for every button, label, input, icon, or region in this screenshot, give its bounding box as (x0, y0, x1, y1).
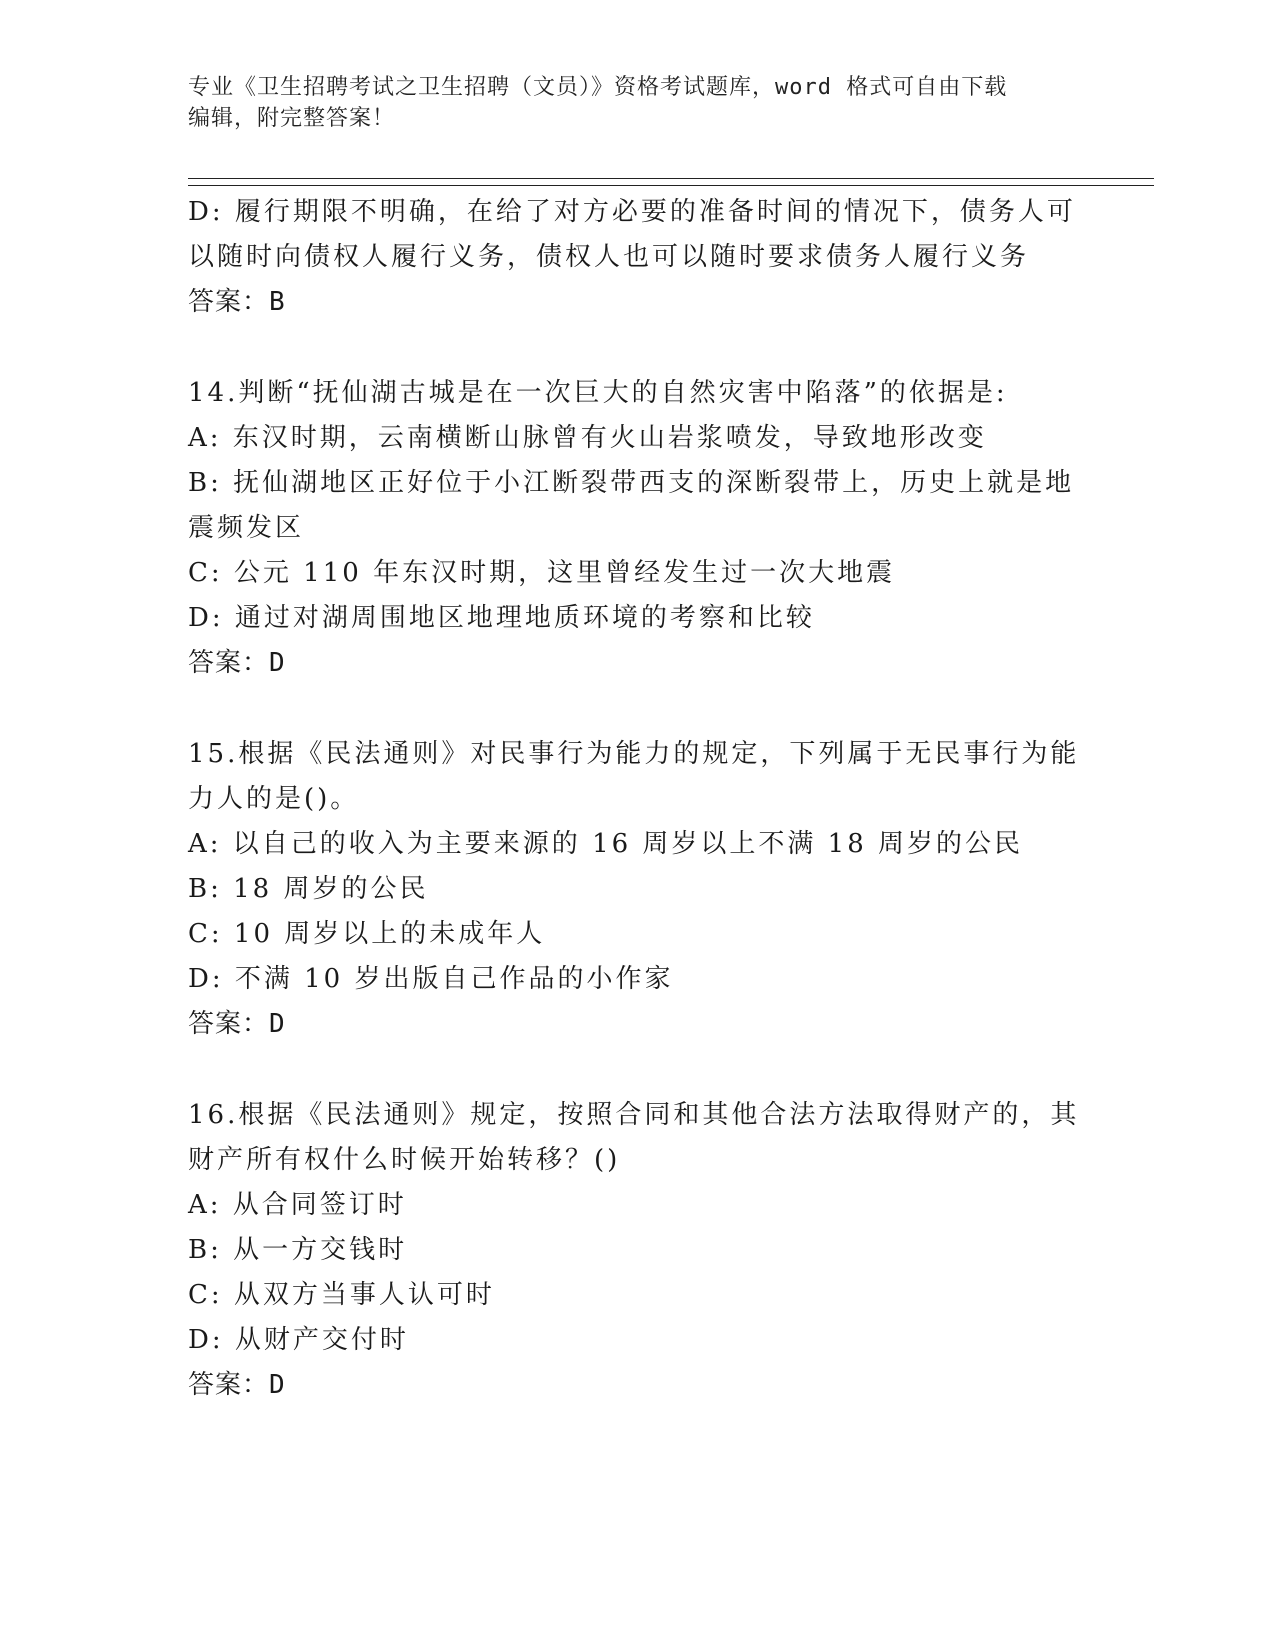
question-stem-continuation: 财产所有权什么时候开始转移？() (188, 1145, 621, 1175)
question-stem: 15.根据《民法通则》对民事行为能力的规定，下列属于无民事行为能 (188, 739, 1080, 769)
question-14 (188, 371, 1088, 686)
answer: 答案：B (188, 287, 286, 317)
option-a: A: 从合同签订时 (188, 1190, 407, 1220)
option-b: B: 从一方交钱时 (188, 1235, 408, 1265)
option-d: D: 履行期限不明确，在给了对方必要的准备时间的情况下，债务人可 (188, 197, 1076, 227)
option-a: A: 以自己的收入为主要来源的 16 周岁以上不满 18 周岁的公民 (188, 829, 1024, 859)
option-c: C: 从双方当事人认可时 (188, 1280, 495, 1310)
option-d: D: 从财产交付时 (188, 1325, 409, 1355)
option-c: C: 公元 110 年东汉时期，这里曾经发生过一次大地震 (188, 558, 896, 588)
option-a: A: 东汉时期，云南横断山脉曾有火山岩浆喷发，导致地形改变 (188, 423, 987, 453)
question-content (188, 190, 1088, 1408)
question-stem: 14.判断“抚仙湖古城是在一次巨大的自然灾害中陷落”的依据是: (188, 378, 1008, 408)
question-16 (188, 1093, 1088, 1408)
header-line-2: 编辑，附完整答案！ (188, 106, 396, 131)
page-header (188, 72, 1088, 134)
option-d: D: 通过对湖周围地区地理地质环境的考察和比较 (188, 603, 815, 633)
question-15 (188, 732, 1088, 1047)
option-b-continuation: 震频发区 (188, 513, 305, 543)
answer: 答案：D (188, 1370, 286, 1400)
question-stem: 16.根据《民法通则》规定，按照合同和其他合法方法取得财产的，其 (188, 1100, 1080, 1130)
option-b: B: 抚仙湖地区正好位于小江断裂带西支的深断裂带上，历史上就是地 (188, 468, 1075, 498)
question-stem-continuation: 力人的是()。 (188, 784, 360, 814)
answer: 答案：D (188, 648, 286, 678)
option-d-continuation: 以随时向债权人履行义务，债权人也可以随时要求债务人履行义务 (188, 242, 1030, 272)
question-13-tail (188, 190, 1088, 325)
option-c: C: 10 周岁以上的未成年人 (188, 919, 546, 949)
answer: 答案：D (188, 1009, 286, 1039)
header-line-1: 专业《卫生招聘考试之卫生招聘（文员）》资格考试题库，word 格式可自由下载 (188, 75, 1008, 100)
header-divider (188, 178, 1154, 186)
option-b: B: 18 周岁的公民 (188, 874, 429, 904)
option-d: D: 不满 10 岁出版自己作品的小作家 (188, 964, 674, 994)
